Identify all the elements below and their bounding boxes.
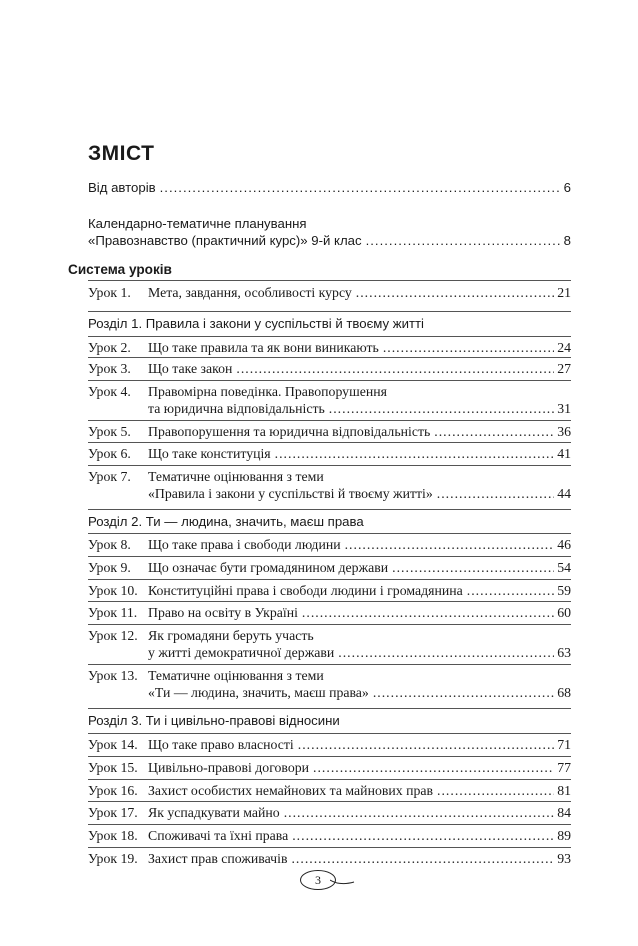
toc-lesson-entry (88, 537, 571, 553)
row-divider (88, 509, 571, 510)
toc-lesson-entry (88, 560, 571, 576)
page-ref: 81 (557, 783, 571, 798)
chapter-heading: Розділ 2. Ти — людина, значить, маєш права (88, 514, 364, 529)
toc-lesson-entry (88, 851, 571, 867)
page-number-tail-decoration (330, 876, 356, 886)
dot-leader (292, 828, 554, 844)
page-ref: 36 (557, 424, 571, 439)
dot-leader (291, 851, 554, 867)
dot-leader (356, 285, 554, 301)
row-divider (88, 442, 571, 443)
entry-title-line: Що таке правила та як вони виникають (148, 340, 379, 355)
toc-lesson-entry (88, 446, 571, 462)
entry-title-line: Правомірна поведінка. Правопорушення (148, 384, 387, 399)
entry-title-line: Що таке закон (148, 361, 233, 376)
toc-lesson-entry (88, 737, 571, 753)
section-label: Система уроків (68, 262, 172, 277)
dot-leader (275, 446, 555, 462)
entry-title-line: Що означає бути громадянином держави (148, 560, 389, 575)
entry-title-line: Правопорушення та юридична відповідальність (148, 424, 431, 439)
toc-lesson-entry (88, 828, 571, 844)
dot-leader (329, 401, 554, 417)
toc-lesson-entry (88, 628, 571, 661)
lesson-number: Урок 6. (88, 446, 131, 461)
lesson-number: Урок 10. (88, 583, 138, 598)
dot-leader (345, 537, 555, 553)
toc-lesson-entry (88, 760, 571, 776)
entry-title-line: Календарно-тематичне планування (88, 216, 307, 231)
page-ref: 54 (557, 560, 571, 575)
entry-title-line: Право на освіту в Україні (148, 605, 298, 620)
lesson-number: Урок 9. (88, 560, 131, 575)
entry-title-line: «Правознавство (практичний курс)» 9-й клас (88, 233, 362, 248)
row-divider (88, 280, 571, 281)
toc-lesson-entry (88, 783, 571, 799)
page-number: 3 (300, 870, 336, 890)
row-divider (88, 824, 571, 825)
page-ref: 89 (557, 828, 571, 843)
page-ref: 93 (557, 851, 571, 866)
entry-title-line: Від авторів (88, 180, 156, 195)
row-divider (88, 664, 571, 665)
page-ref: 6 (563, 180, 571, 195)
entry-title-line: Захист особистих немайнових та майнових прав (148, 783, 434, 798)
lesson-number: Урок 8. (88, 537, 131, 552)
row-divider (88, 624, 571, 625)
lesson-number: Урок 14. (88, 737, 138, 752)
dot-leader (434, 424, 554, 440)
lesson-number: Урок 1. (88, 285, 131, 300)
toc-lesson-entry (88, 285, 571, 301)
toc-lesson-entry (88, 340, 571, 356)
entry-title-line: Мета, завдання, особливості курсу (148, 285, 352, 300)
page-ref: 77 (557, 760, 571, 775)
toc-lesson-entry (88, 361, 571, 377)
row-divider (88, 556, 571, 557)
lesson-number: Урок 15. (88, 760, 138, 775)
dot-leader (437, 486, 554, 502)
toc-lesson-entry (88, 668, 571, 701)
row-divider (88, 465, 571, 466)
page-ref: 31 (557, 401, 571, 416)
page-ref: 24 (557, 340, 571, 355)
toc-lesson-entry (88, 384, 571, 417)
page-ref: 84 (557, 805, 571, 820)
lesson-number: Урок 5. (88, 424, 131, 439)
lesson-number: Урок 11. (88, 605, 138, 620)
entry-title-line: Цивільно-правові договори (148, 760, 310, 775)
entry-title-line: «Ти — людина, значить, маєш права» (148, 685, 369, 700)
page-ref: 71 (557, 737, 571, 752)
page-ref: 59 (557, 583, 571, 598)
entry-title-line: Тематичне оцінювання з теми (148, 469, 324, 484)
row-divider (88, 357, 571, 358)
entry-title-line: Як громадяни беруть участь (148, 628, 314, 643)
row-divider (88, 847, 571, 848)
row-divider (88, 708, 571, 709)
toc-lesson-entry (88, 605, 571, 621)
page-ref: 46 (557, 537, 571, 552)
dot-leader (160, 180, 561, 196)
dot-leader (338, 645, 554, 661)
page-ref: 44 (557, 486, 571, 501)
dot-leader (437, 783, 554, 799)
lesson-number: Урок 13. (88, 668, 138, 683)
entry-title-line: Споживачі та їхні права (148, 828, 289, 843)
row-divider (88, 733, 571, 734)
lesson-number: Урок 2. (88, 340, 131, 355)
page-ref: 27 (557, 361, 571, 376)
entry-title-line: Що таке права і свободи людини (148, 537, 341, 552)
dot-leader (313, 760, 554, 776)
row-divider (88, 311, 571, 312)
row-divider (88, 533, 571, 534)
entry-title-line: у житті демократичної держави (148, 645, 335, 660)
entry-title-line: «Правила і закони у суспільстві й твоєму житті» (148, 486, 433, 501)
dot-leader (284, 805, 555, 821)
dot-leader (467, 583, 554, 599)
row-divider (88, 756, 571, 757)
toc-lesson-entry (88, 805, 571, 821)
entry-title-line: Конституційні права і свободи людини і громадянина (148, 583, 463, 598)
page-ref: 41 (557, 446, 571, 461)
dot-leader (236, 361, 554, 377)
row-divider (88, 380, 571, 381)
row-divider (88, 420, 571, 421)
dot-leader (302, 605, 554, 621)
toc-lesson-entry (88, 424, 571, 440)
lesson-number: Урок 4. (88, 384, 131, 399)
chapter-heading: Розділ 3. Ти і цивільно-правові відносини (88, 713, 340, 728)
page-ref: 63 (557, 645, 571, 660)
toc-lesson-entry (88, 469, 571, 502)
dot-leader (383, 340, 554, 356)
entry-title-line: Що таке право власності (148, 737, 294, 752)
toc-lesson-entry (88, 583, 571, 599)
lesson-number: Урок 18. (88, 828, 138, 843)
page-title: ЗМІСТ (88, 142, 155, 165)
entry-title-line: та юридична відповідальність (148, 401, 325, 416)
entry-title-line: Що таке конституція (148, 446, 271, 461)
dot-leader (373, 685, 554, 701)
row-divider (88, 801, 571, 802)
toc-entry (88, 216, 571, 249)
page-ref: 21 (557, 285, 571, 300)
lesson-number: Урок 17. (88, 805, 138, 820)
row-divider (88, 601, 571, 602)
entry-title-line: Захист прав споживачів (148, 851, 288, 866)
lesson-number: Урок 16. (88, 783, 138, 798)
dot-leader (366, 233, 561, 249)
row-divider (88, 579, 571, 580)
page-ref: 8 (563, 233, 571, 248)
page-ref: 68 (557, 685, 571, 700)
chapter-heading: Розділ 1. Правила і закони у суспільстві й твоєму житті (88, 316, 424, 331)
entry-title-line: Як успадкувати майно (148, 805, 280, 820)
row-divider (88, 336, 571, 337)
entry-title-line: Тематичне оцінювання з теми (148, 668, 324, 683)
lesson-number: Урок 7. (88, 469, 131, 484)
dot-leader (392, 560, 554, 576)
row-divider (88, 779, 571, 780)
page-ref: 60 (557, 605, 571, 620)
lesson-number: Урок 19. (88, 851, 138, 866)
toc-entry (88, 180, 571, 196)
lesson-number: Урок 3. (88, 361, 131, 376)
dot-leader (298, 737, 554, 753)
lesson-number: Урок 12. (88, 628, 138, 643)
